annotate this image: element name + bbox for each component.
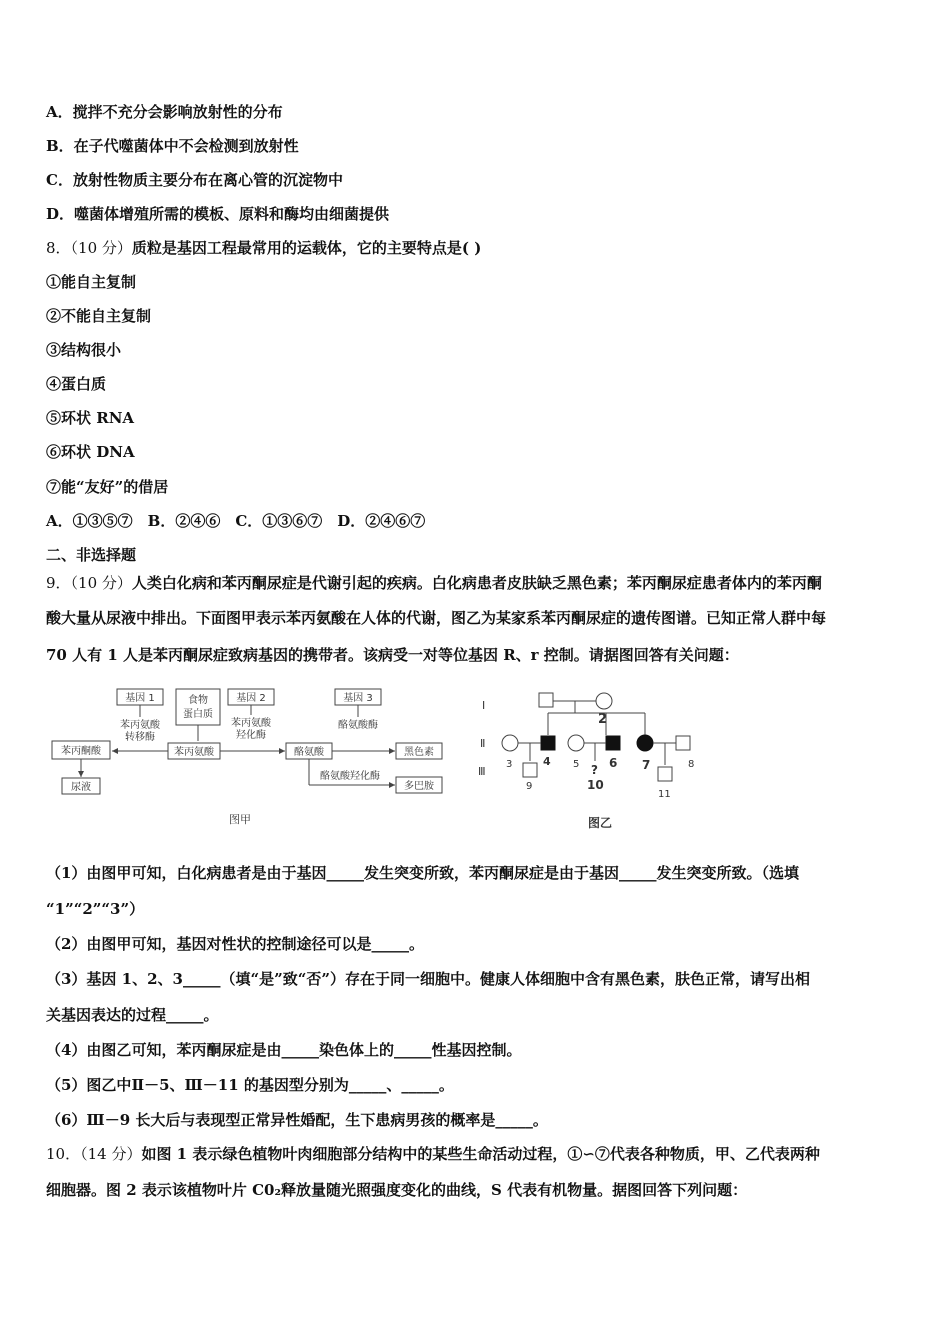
number-8: 8 — [688, 759, 695, 770]
q9-sub-6: （6）Ⅲ－9 长大后与表现型正常异性婚配，生下患病男孩的概率是_____。 — [46, 1111, 548, 1129]
q8-item-6: ⑥环状 DNA — [46, 443, 135, 461]
q9-sub-1-cont: “1”“2”“3”） — [46, 900, 145, 918]
q8-item-2: ②不能自主复制 — [46, 307, 152, 325]
generation-2-label: Ⅱ — [480, 737, 486, 750]
enzyme-hydroxy-label-2: 羟化酶 — [236, 730, 266, 741]
q9-line-1 — [46, 572, 910, 594]
q9-line-3: 70 人有 1 人是苯丙酮尿症致病基因的携带者。该病受一对等位基因 R、r 控制。请据图回答有关问题： — [46, 646, 739, 664]
q7-option-a: A．搅拌不充分会影响放射性的分布 — [46, 103, 283, 121]
q8-text: 质粒是基因工程最常用的运载体，它的主要特点是( ) — [131, 239, 482, 257]
number-9: 9 — [526, 781, 533, 792]
gene3-label: 基因 3 — [343, 693, 373, 704]
individual-II-4 — [541, 736, 555, 750]
individual-III-11 — [658, 767, 672, 781]
individual-I-2 — [596, 693, 612, 709]
q8-options: A．①③⑤⑦ B．②④⑥ C．①③⑥⑦ D．②④⑥⑦ — [46, 512, 426, 530]
q10-score: （14 分） — [80, 1145, 142, 1163]
number-3: 3 — [506, 759, 513, 770]
number-2: 2 — [598, 712, 608, 727]
number-10-question: ? — [591, 763, 598, 777]
enzyme-transfer-label: 苯丙氨酸 — [120, 720, 160, 731]
tyrosine-label: 酪氨酸 — [294, 747, 324, 758]
tyrosinase-label: 酪氨酸酶 — [338, 720, 378, 731]
individual-III-9 — [523, 763, 537, 777]
number-6: 6 — [609, 756, 618, 770]
q7-option-c: C．放射性物质主要分布在离心管的沉淀物中 — [46, 171, 343, 189]
q8-item-7: ⑦能“友好”的借居 — [46, 478, 169, 496]
q9-text-1: 人类白化病和苯丙酮尿症是代谢引起的疾病。白化病患者皮肤缺乏黑色素；苯丙酮尿症患者体内的苯丙酮 — [131, 574, 822, 592]
number-7: 7 — [642, 758, 651, 772]
q8-number: 8． — [46, 239, 71, 257]
q9-number: 9． — [46, 574, 71, 592]
figure-yi-caption: 图乙 — [587, 816, 613, 830]
q9-sub-4: （4）由图乙可知，苯丙酮尿症是由_____染色体上的_____性基因控制。 — [46, 1041, 522, 1059]
figure-jia — [50, 683, 460, 833]
number-4: 4 — [543, 755, 551, 768]
section-heading: 二、非选择题 — [46, 546, 137, 564]
q8-item-1: ①能自主复制 — [46, 273, 137, 291]
figure-yi — [470, 683, 710, 833]
generation-3-label: Ⅲ — [478, 765, 486, 778]
q9-sub-5: （5）图乙中Ⅱ－5、Ⅲ－11 的基因型分别为_____、_____。 — [46, 1076, 454, 1094]
food-label-2: 蛋白质 — [183, 709, 213, 720]
gene2-label: 基因 2 — [236, 693, 266, 704]
individual-II-5 — [568, 735, 584, 751]
q10-line-1 — [46, 1143, 910, 1165]
number-10: 10 — [587, 778, 604, 792]
enzyme-hydroxy-label: 苯丙氨酸 — [231, 718, 271, 729]
q8-stem — [46, 237, 910, 259]
q7-option-b: B．在子代噬菌体中不会检测到放射性 — [46, 137, 299, 155]
tyr-hydroxylase-label: 酪氨酸羟化酶 — [320, 771, 380, 782]
individual-II-8 — [676, 736, 690, 750]
individual-II-7 — [637, 735, 653, 751]
q9-sub-2: （2）由图甲可知，基因对性状的控制途径可以是_____。 — [46, 935, 424, 953]
q9-score: （10 分） — [70, 574, 132, 592]
number-11: 11 — [658, 789, 671, 800]
enzyme-transfer-label-2: 转移酶 — [125, 732, 155, 743]
generation-1-label: Ⅰ — [482, 699, 486, 712]
q8-item-3: ③结构很小 — [46, 341, 122, 359]
q10-number: 10． — [46, 1145, 81, 1163]
figure-jia-caption: 图甲 — [229, 813, 251, 826]
q9-sub-3: （3）基因 1、2、3_____（填“是”致“否”）存在于同一细胞中。健康人体细胞中含有黑色素，肤色正常，请写出相 — [46, 970, 810, 988]
individual-II-6 — [606, 736, 620, 750]
phenylpyruvate-label: 苯丙酮酸 — [61, 746, 101, 757]
q8-item-4: ④蛋白质 — [46, 375, 107, 393]
melanin-label: 黑色素 — [404, 747, 434, 758]
phenylalanine-label: 苯丙氨酸 — [174, 747, 214, 758]
q7-option-d: D．噬菌体增殖所需的模板、原料和酶均由细菌提供 — [46, 205, 390, 223]
gene1-label: 基因 1 — [125, 693, 155, 704]
q10-text-1: 如图 1 表示绿色植物叶肉细胞部分结构中的某些生命活动过程，①∽⑦代表各种物质，甲、乙代表两种 — [141, 1145, 820, 1163]
q8-score: （10 分） — [70, 239, 132, 257]
individual-I-1 — [539, 693, 553, 707]
q8-item-5: ⑤环状 RNA — [46, 409, 135, 427]
q9-sub-3-cont: 关基因表达的过程_____。 — [46, 1006, 219, 1024]
urine-label: 尿液 — [71, 782, 91, 793]
q9-line-2: 酸大量从尿液中排出。下面图甲表示苯丙氨酸在人体的代谢，图乙为某家系苯丙酮尿症的遗传图谱。已知正常人群中每 — [46, 609, 827, 627]
dopamine-label: 多巴胺 — [404, 781, 434, 792]
individual-II-3 — [502, 735, 518, 751]
number-5: 5 — [573, 759, 580, 770]
food-label: 食物 — [188, 695, 208, 706]
q9-sub-1: （1）由图甲可知，白化病患者是由于基因_____发生突变所致，苯丙酮尿症是由于基因_____发生突变所致。（选填 — [46, 864, 799, 882]
q10-line-2: 细胞器。图 2 表示该植物叶片 C0₂释放量随光照强度变化的曲线，S 代表有机物量。据图回答下列问题： — [46, 1181, 748, 1199]
